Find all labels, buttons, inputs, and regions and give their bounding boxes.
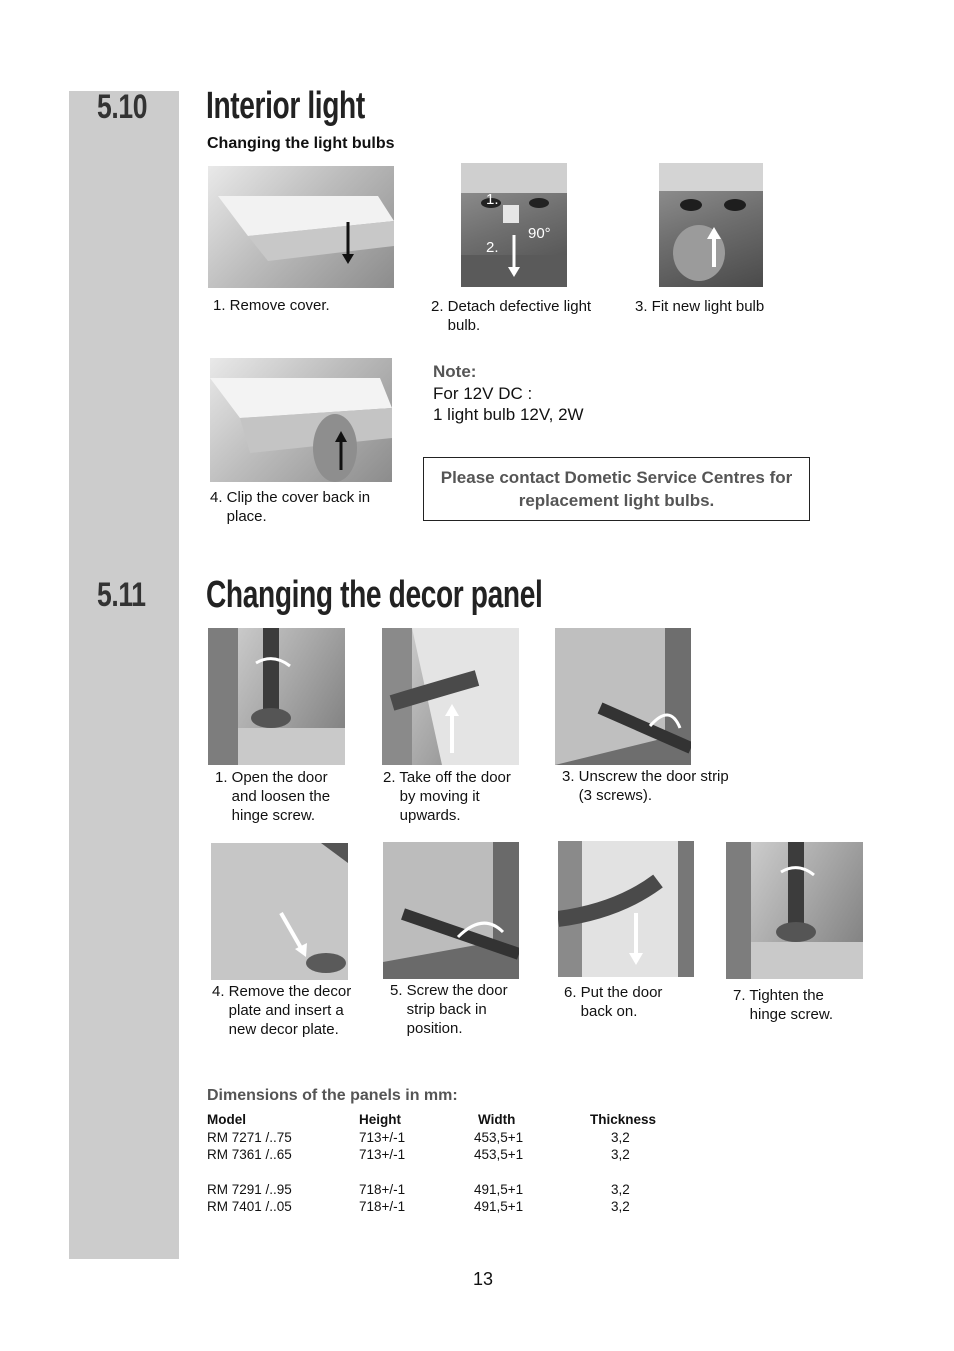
label-angle: 90°	[528, 225, 551, 242]
photo-fit-bulb	[659, 163, 763, 287]
caption-step-3: 3. Fit new light bulb	[635, 298, 765, 315]
note-title: Note:	[433, 362, 477, 381]
photo-take-off-door	[382, 628, 519, 765]
page-number: 13	[473, 1269, 494, 1289]
section-number-511: 5.11	[97, 576, 146, 614]
caption-step-4: 4. Clip the cover back in place.	[210, 489, 371, 525]
photo-tighten-hinge	[726, 842, 863, 979]
caption-decor-step-2: 2. Take off the door by moving it upwards.	[383, 769, 511, 824]
table-cell-thickness: 3,2	[611, 1182, 630, 1197]
photo-screw-strip-back	[383, 842, 519, 979]
table-cell-model: RM 7361 /..65	[207, 1147, 292, 1162]
table-cell-height: 718+/-1	[359, 1182, 406, 1197]
photo-clip-cover	[210, 358, 392, 482]
section-number-510: 5.10	[97, 88, 148, 126]
contact-service-box: Please contact Dometic Service Centres for replacement light bulbs.	[423, 457, 810, 521]
note-line-2: 1 light bulb 12V, 2W	[433, 405, 584, 424]
caption-decor-step-1: 1. Open the door and loosen the hinge screw.	[215, 769, 331, 824]
col-header-width: Width	[478, 1112, 516, 1127]
table-cell-model: RM 7401 /..05	[207, 1199, 292, 1214]
col-header-model: Model	[207, 1112, 246, 1127]
label-step-two: 2.	[486, 239, 499, 256]
section-title-interior-light: Interior light	[206, 85, 365, 127]
caption-step-1: 1. Remove cover.	[213, 297, 330, 314]
table-cell-height: 718+/-1	[359, 1199, 406, 1214]
section-title-decor-panel: Changing the decor panel	[206, 574, 543, 616]
table-cell-thickness: 3,2	[611, 1147, 630, 1162]
caption-decor-step-6: 6. Put the door back on.	[564, 984, 663, 1020]
table-cell-thickness: 3,2	[611, 1199, 630, 1214]
table-cell-thickness: 3,2	[611, 1130, 630, 1145]
col-header-height: Height	[359, 1112, 401, 1127]
label-step-one: 1.	[486, 191, 499, 208]
note-line-1: For 12V DC :	[433, 384, 533, 403]
caption-decor-step-3: 3. Unscrew the door strip (3 screws).	[562, 768, 729, 804]
table-cell-width: 491,5+1	[474, 1182, 524, 1197]
photo-loosen-hinge	[208, 628, 345, 765]
photo-remove-decor-plate	[211, 843, 348, 980]
table-cell-width: 453,5+1	[474, 1147, 524, 1162]
table-cell-height: 713+/-1	[359, 1130, 406, 1145]
table-cell-model: RM 7291 /..95	[207, 1182, 292, 1197]
photo-remove-cover	[208, 166, 394, 288]
table-cell-width: 491,5+1	[474, 1199, 524, 1214]
photo-unscrew-strip	[555, 628, 691, 765]
caption-decor-step-5: 5. Screw the door strip back in position.	[390, 982, 508, 1037]
caption-step-2: 2. Detach defective light bulb.	[431, 298, 592, 334]
dimensions-heading: Dimensions of the panels in mm:	[207, 1087, 458, 1104]
table-cell-model: RM 7271 /..75	[207, 1130, 292, 1145]
caption-decor-step-7: 7. Tighten the hinge screw.	[733, 987, 834, 1023]
table-cell-height: 713+/-1	[359, 1147, 406, 1162]
table-cell-width: 453,5+1	[474, 1130, 524, 1145]
photo-detach-bulb	[461, 163, 567, 287]
sidebar-band	[69, 91, 179, 1259]
col-header-thickness: Thickness	[590, 1112, 657, 1127]
caption-decor-step-4: 4. Remove the decor plate and insert a new decor plate.	[212, 983, 352, 1038]
photo-put-door-back	[558, 841, 694, 977]
subheading-changing-bulbs: Changing the light bulbs	[207, 135, 395, 152]
